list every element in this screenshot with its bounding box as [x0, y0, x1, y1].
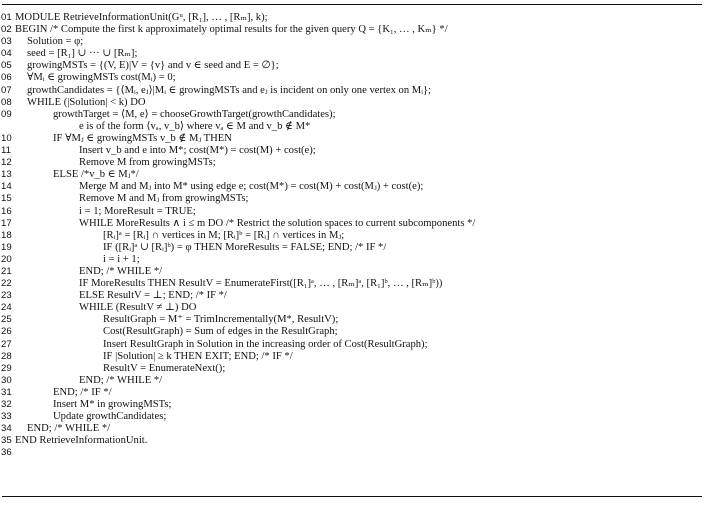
code-line	[0, 314, 705, 326]
code-text: Insert M* in growingMSTs;	[53, 399, 172, 410]
code-line	[0, 169, 705, 181]
code-text: ResultV = EnumerateNext();	[103, 362, 226, 374]
code-line	[0, 157, 705, 169]
code-text: Insert v_b and e into M*; cost(M*) = cost(M) + cost(e);	[79, 145, 316, 157]
code-line	[0, 145, 705, 157]
code-line	[0, 254, 705, 266]
line-number: 23	[1, 290, 12, 302]
code-text: END; /* IF */	[53, 386, 112, 398]
line-number: 03	[1, 36, 12, 48]
code-text: growthTarget = ⟨M, e⟩ = chooseGrowthTarget(growthCandidates);	[53, 108, 336, 120]
code-text: Cost(ResultGraph) = Sum of edges in the ResultGraph;	[103, 326, 338, 338]
line-number: 25	[1, 314, 12, 326]
code-text: Remove M and Mⱼ from growingMSTs;	[79, 193, 249, 205]
code-line	[0, 278, 705, 290]
line-number: 24	[1, 302, 12, 314]
line-number: 18	[1, 229, 12, 241]
code-text: IF ([Rᵢ]ᵃ ∪ [Rᵢ]ᵇ) = φ THEN MoreResults = FALSE; END; /* IF */	[103, 241, 387, 253]
code-text: ELSE ResultV = ⊥; END; /* IF */	[79, 290, 227, 302]
line-number: 35	[1, 435, 12, 447]
code-line	[0, 133, 705, 145]
code-text: ResultGraph = M⁺ = TrimIncrementally(M*, ResultV);	[103, 314, 339, 326]
line-number: 12	[1, 157, 12, 169]
code-line	[0, 266, 705, 278]
code-text: END; /* WHILE */	[79, 265, 163, 277]
code-line	[0, 72, 705, 84]
line-number: 19	[1, 241, 12, 253]
bottom-rule	[2, 496, 702, 497]
line-number: 26	[1, 326, 12, 338]
code-line	[0, 326, 705, 338]
code-text: Remove M from growingMSTs;	[79, 157, 216, 169]
code-line	[0, 447, 705, 459]
code-text: WHILE MoreResults ∧ i ≤ m DO /* Restrict the solution spaces to current subcomponents */	[79, 217, 476, 229]
code-line	[0, 60, 705, 72]
line-number: 05	[1, 60, 12, 72]
code-text: i = 1; MoreResult = TRUE;	[79, 205, 196, 217]
code-line	[0, 12, 705, 24]
code-line	[0, 97, 705, 109]
line-number: 07	[1, 84, 12, 96]
line-number: 04	[1, 48, 12, 60]
code-line	[0, 399, 705, 411]
line-number: 36	[1, 447, 12, 459]
code-text: Update growthCandidates;	[53, 411, 167, 423]
code-line	[0, 218, 705, 230]
code-line	[0, 363, 705, 375]
code-line	[0, 36, 705, 48]
code-line	[0, 85, 705, 97]
line-number: 32	[1, 399, 12, 410]
line-number: 15	[1, 193, 12, 205]
code-text: i = i + 1;	[103, 253, 140, 265]
code-text: Solution = φ;	[27, 36, 84, 48]
line-number: 31	[1, 386, 12, 398]
code-text: MODULE RetrieveInformationUnit(Gᵘ, [R₁], … , [Rₘ], k);	[15, 12, 268, 23]
code-line	[0, 387, 705, 399]
line-number: 02	[1, 24, 12, 36]
code-text: BEGIN /* Compute the first k approximately optimal results for the given query Q = {K₁, … , Kₘ} */	[15, 24, 448, 36]
code-text: END; /* WHILE */	[79, 374, 163, 386]
line-number: 29	[1, 362, 12, 374]
code-line	[0, 375, 705, 387]
code-text: ELSE /*v_b ∈ Mⱼ*/	[53, 169, 139, 181]
code-text: [Rᵢ]ᵃ = [Rᵢ] ∩ vertices in M; [Rᵢ]ᵇ = [Rᵢ] ∩ vertices in Mⱼ;	[103, 229, 345, 241]
code-line	[0, 48, 705, 60]
code-text: IF MoreResults THEN ResultV = EnumerateFirst([R₁]ᵃ, … , [Rₘ]ᵃ, [R₁]ᵇ, … , [Rₘ]ᵇ))	[79, 278, 443, 290]
line-number: 08	[1, 96, 12, 108]
code-text: WHILE (ResultV ≠ ⊥) DO	[79, 302, 197, 314]
line-number: 28	[1, 350, 12, 362]
code-line	[0, 411, 705, 423]
code-line	[0, 230, 705, 242]
line-number: 30	[1, 374, 12, 386]
code-text: END RetrieveInformationUnit.	[15, 435, 148, 447]
top-rule	[2, 4, 702, 5]
code-line	[0, 339, 705, 351]
line-number: 09	[1, 108, 12, 120]
line-number: 10	[1, 132, 12, 144]
line-number: 20	[1, 253, 12, 265]
code-line	[0, 181, 705, 193]
code-text: Insert ResultGraph in Solution in the increasing order of Cost(ResultGraph);	[103, 338, 428, 350]
code-text: ∀Mᵢ ∈ growingMSTs cost(Mᵢ) = 0;	[27, 72, 176, 84]
line-number: 06	[1, 72, 12, 84]
line-number: 11	[1, 145, 11, 157]
line-number: 33	[1, 411, 12, 423]
code-line	[0, 423, 705, 435]
code-line	[0, 435, 705, 447]
code-line	[0, 242, 705, 254]
line-number: 22	[1, 278, 12, 290]
code-line	[0, 290, 705, 302]
code-line	[0, 206, 705, 218]
code-text: IF |Solution| ≥ k THEN EXIT; END; /* IF */	[103, 350, 293, 362]
line-number: 17	[1, 217, 12, 229]
code-line	[0, 109, 705, 121]
code-line	[0, 24, 705, 36]
code-text: WHILE (|Solution| < k) DO	[27, 96, 146, 108]
code-line	[0, 302, 705, 314]
code-text: IF ∀Mⱼ ∈ growingMSTs v_b ∉ Mⱼ THEN	[53, 132, 232, 144]
line-number: 16	[1, 205, 12, 217]
code-text: growthCandidates = {⟨Mᵢ, eⱼ⟩|Mᵢ ∈ growingMSTs and eⱼ is incident on only one vertex on Mᵢ};	[27, 84, 431, 96]
code-text: seed = [R₁] ∪ ··· ∪ [Rₘ];	[27, 48, 138, 60]
code-text: Merge M and Mⱼ into M* using edge e; cost(M*) = cost(M) + cost(Mⱼ) + cost(e);	[79, 181, 424, 193]
code-line	[0, 121, 705, 133]
code-line	[0, 351, 705, 363]
line-number: 34	[1, 423, 12, 435]
code-text: growingMSTs = {(V, E)|V = {v} and v ∈ seed and E = ∅};	[27, 60, 279, 72]
code-text: END; /* WHILE */	[27, 423, 111, 435]
line-number: 13	[1, 169, 12, 181]
line-number: 14	[1, 181, 12, 193]
code-text: e is of the form ⟨vₐ, v_b⟩ where vₐ ∈ M and v_b ∉ M*	[79, 120, 311, 132]
algorithm-listing	[0, 12, 705, 459]
line-number: 21	[1, 265, 12, 277]
code-line	[0, 193, 705, 205]
line-number: 27	[1, 338, 12, 350]
line-number: 01	[1, 12, 12, 23]
